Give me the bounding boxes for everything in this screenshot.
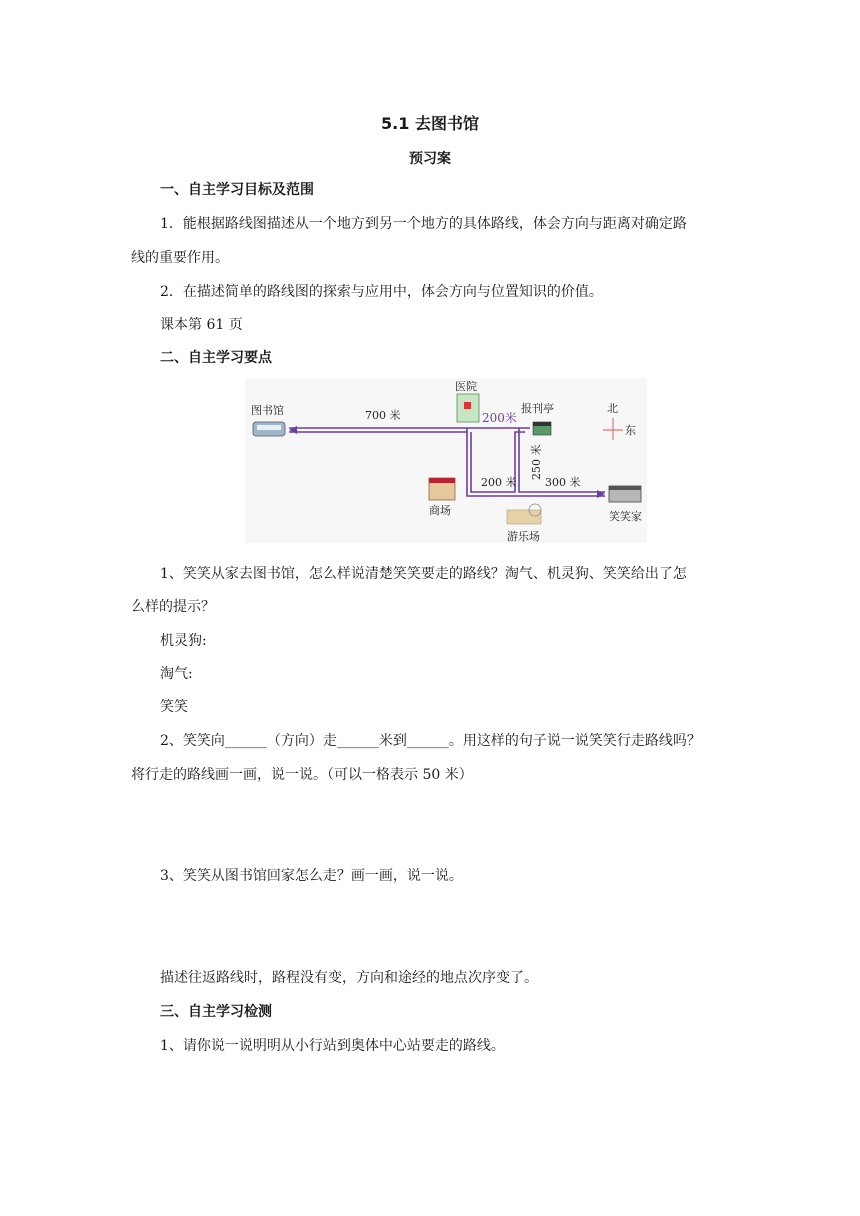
home-label: 笑笑家 <box>609 510 642 523</box>
distance-250: 250 米 <box>530 444 543 480</box>
page-title: 5.1 去图书馆 <box>381 114 479 133</box>
route-map-figure <box>245 378 647 543</box>
hospital-label: 医院 <box>455 380 477 393</box>
mall-label: 商场 <box>429 504 451 517</box>
park-icon <box>507 504 541 524</box>
distance-700: 700 米 <box>365 409 401 422</box>
route-map <box>245 378 647 543</box>
compass-icon <box>603 418 623 440</box>
answer-taoqi-label: 淘气: <box>160 666 193 682</box>
answer-xiaoxiao-label: 笑笑 <box>160 699 188 715</box>
compass-east: 东 <box>625 424 636 437</box>
distance-200-top: 200米 <box>482 411 517 425</box>
question-1-line-2: 么样的提示？ <box>131 599 215 615</box>
route-note: 描述往返路线时，路程没有变，方向和途经的地点次序变了。 <box>160 970 538 986</box>
goal-item-1-line-2: 线的重要作用。 <box>131 250 229 266</box>
section2-heading: 二、自主学习要点 <box>160 350 272 366</box>
goal-item-2: 2．在描述简单的路线图的探索与应用中，体会方向与位置知识的价值。 <box>160 284 603 300</box>
section1-heading: 一、自主学习目标及范围 <box>160 182 314 198</box>
question-2-line-2: 将行走的路线画一画，说一说。（可以一格表示 50 米） <box>131 767 473 783</box>
mall-icon <box>429 478 455 500</box>
section3-heading: 三、自主学习检测 <box>160 1004 272 1020</box>
newsstand-icon <box>533 422 551 435</box>
goal-item-1-line-1: 1．能根据路线图描述从一个地方到另一个地方的具体路线，体会方向与距离对确定路 <box>160 216 687 232</box>
newsstand-label: 报刊亭 <box>521 402 554 415</box>
library-icon <box>253 422 285 436</box>
question-3: 3、笑笑从图书馆回家怎么走？画一画，说一说。 <box>160 868 463 884</box>
distance-200: 200 米 <box>481 476 517 489</box>
hospital-icon <box>457 394 479 422</box>
distance-300: 300 米 <box>545 476 581 489</box>
park-label: 游乐场 <box>507 530 540 543</box>
check-question-1: 1、请你说一说明明从小行站到奥体中心站要走的路线。 <box>160 1038 505 1054</box>
library-label: 图书馆 <box>251 404 284 417</box>
page-subtitle: 预习案 <box>409 151 451 167</box>
home-icon <box>609 486 641 502</box>
textbook-pages: 课本第 61 页 <box>160 317 243 333</box>
question-2-line-1: 2、笑笑向______（方向）走______米到______。用这样的句子说一说笑笑行走路线吗？ <box>160 733 701 749</box>
answer-dog-label: 机灵狗: <box>160 633 207 649</box>
question-1-line-1: 1、笑笑从家去图书馆，怎么样说清楚笑笑要走的路线？淘气、机灵狗、笑笑给出了怎 <box>160 566 687 582</box>
compass-north: 北 <box>607 402 618 415</box>
